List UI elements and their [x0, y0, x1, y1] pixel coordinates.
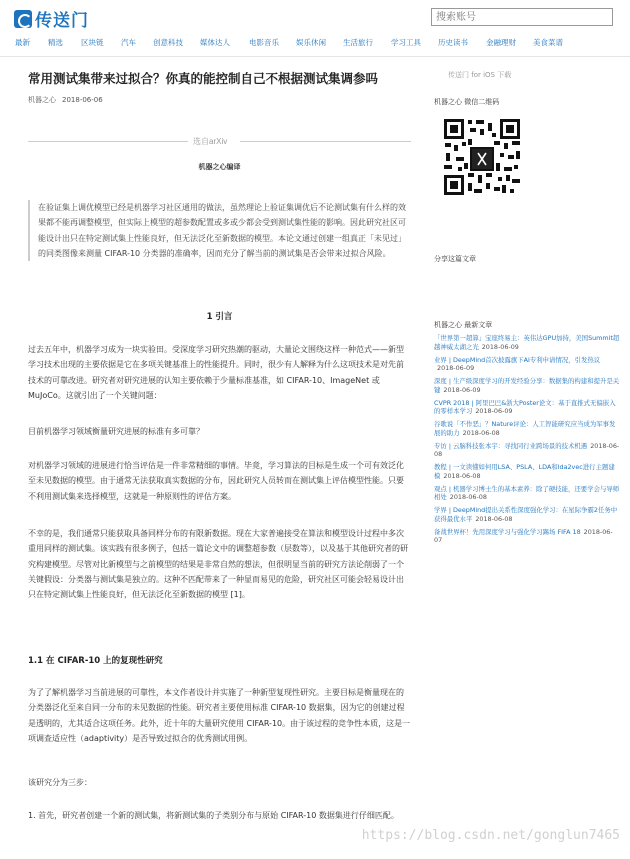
paragraph-5: 为了了解机器学习当前进展的可靠性，本文作者设计并实施了一种新型复现性研究。主要目标是衡量现在的分类器泛化至来自同一分布的未见数据的性能。研究者主要使用标准 CIFAR-10 数据集，因为它的创建过程是透明的，尤其适合这项任务。此外，近十年的大量研究使用 CIFAR-10。由于该过程的竞争性本质，这是一项调查适应性（adaptivity）是否导致过拟合的优秀测试用例。: [28, 688, 411, 743]
nav-item-media[interactable]: 媒体达人: [200, 38, 230, 47]
source-label: 选自arXiv: [193, 137, 228, 146]
latest-article-item[interactable]: [434, 399, 620, 421]
nav-item-featured[interactable]: 精选: [48, 38, 63, 47]
latest-article-date: 2018-06-08: [475, 514, 513, 523]
latest-article-title: 业界 | DeepMind首次披露旗下AI专利申请情况，引发热议: [434, 355, 601, 364]
paragraph-1: 过去五年中，机器学习成为一块实验田。受深度学习研究热潮的驱动，大量论文围绕这样一种范式——新型学习技术出现的主要依据是它在多项关键基准上的性能提升。同时，很少有人解释为什么这项技术是对先前技术的可靠改进。研究者对研究进展的认知主要依赖于少量标准基准，如 CIFAR-10、ImageNet 或 MuJoCo。这就引出了一个关键问题：: [28, 345, 404, 400]
latest-article-title: 备战世界杯！先用深度学习与强化学习踢场 FIFA 18: [434, 527, 581, 536]
section-heading-intro: 1 引言: [206, 312, 233, 322]
latest-article-date: 2018-06-09: [475, 407, 513, 416]
latest-article-title: 教程 | 一文读懂如何用LSA、PSLA、LDA和lda2vec进行主题建模: [434, 463, 615, 480]
paragraph-6: 该研究分为三步：: [28, 778, 92, 787]
latest-article-item[interactable]: [434, 420, 620, 442]
latest-article-date: 2018-06-08: [449, 493, 487, 502]
paragraph-4: 不幸的是，我们通常只能获取具备同样分布的有限新数据。现在大家普遍接受在算法和模型设计过程中多次重用同样的测试集。该实践有很多例子，包括一篇论文中的调整超参数（层数等），以及基于其他研究者的研究构建模型。尽管对比新模型与之前模型的结果是非常自然的想法，但很明显当前的研究方法论削弱了一个关键假设：分类器与测试集是独立的。这种不匹配带来了一种显而易见的危险，研究社区可能会轻易设计出只在特定测试集上性能良好，但无法泛化至新数据的模型 [1]。: [28, 529, 408, 600]
latest-article-item[interactable]: [434, 528, 620, 550]
qr-code-icon: [442, 117, 522, 197]
site-logo[interactable]: [14, 6, 89, 31]
latest-articles-list: [434, 334, 620, 549]
latest-article-item[interactable]: [434, 506, 620, 528]
latest-article-item[interactable]: [434, 463, 620, 485]
latest-article-title: 观点 | 机器学习博士生的基本素养：除了硬技能，还要学会与导师相处: [434, 484, 620, 502]
latest-article-item[interactable]: [434, 377, 620, 399]
share-label[interactable]: 分享这篇文章: [434, 255, 476, 263]
latest-article-date: 2018-06-08: [434, 441, 620, 459]
paragraph-3: 对机器学习领域的进展进行恰当评估是一件非常精细的事情。毕竟，学习算法的目标是生成一个可有效泛化至未见数据的模型。由于通常无法获取真实数据的分布，因此研究人员转而在测试集上评估模型性能。只要不利用测试集来选择模型，这就是一种原则性的评估方案。: [28, 461, 404, 501]
nav-item-tech[interactable]: 创意科技: [153, 38, 183, 47]
latest-article-date: 2018-06-07: [434, 527, 613, 545]
source-divider-left: [28, 141, 188, 142]
qr-title: 机器之心 微信二维码: [434, 98, 500, 106]
nav-item-blockchain[interactable]: 区块链: [81, 38, 104, 47]
latest-article-title: 深度 | 生产级深度学习的开发经验分享：数据集的构建和提升是关键: [434, 377, 620, 394]
source-divider-right: [240, 141, 411, 142]
latest-article-date: 2018-06-09: [481, 342, 519, 351]
nav-divider: [0, 56, 630, 57]
nav-item-leisure[interactable]: 娱乐休闲: [296, 38, 326, 47]
nav-item-food[interactable]: 美食菜谱: [533, 38, 563, 47]
latest-article-date: 2018-06-08: [462, 428, 500, 437]
logo-icon: [14, 10, 32, 28]
latest-articles-title: 机器之心 最新文章: [434, 321, 493, 329]
article-abstract: 在验证集上调优模型已经是机器学习社区通用的做法，虽然理论上验证集调优后不论测试集有什么样的效果都不能再调整模型，但实际上模型的超参数配置或多或少都会受到测试集性能的影响。因此研究社区可能设计出只在特定测试集上性能良好，但无法泛化至新数据的模型。本论文通过创建一组真正「未见过」的同类图像来测量 CIFAR-10 分类器的准确率，因而充分了解当前的测试集是否会带来过拟合风险。: [28, 200, 411, 261]
article-date: 2018-06-06: [62, 96, 103, 104]
latest-article-item[interactable]: [434, 485, 620, 507]
latest-article-title: 专访 | 云脑科技张本宇：寻找同行业跨场景的技术机遇: [434, 441, 588, 450]
latest-article-title: CVPR 2018 | 阿里巴巴&浙大Poster论文：基于直推式无偏嵌入的零样本学习: [434, 398, 616, 416]
section-heading-cifar: 1.1 在 CIFAR-10 上的复现性研究: [28, 656, 163, 666]
paragraph-2: 目前机器学习领域衡量研究进展的标准有多可靠？: [28, 427, 204, 436]
nav-item-movies[interactable]: 电影音乐: [249, 38, 279, 47]
latest-article-item[interactable]: [434, 334, 620, 356]
nav-item-tools[interactable]: 学习工具: [391, 38, 421, 47]
article-meta: [28, 95, 411, 105]
article-author[interactable]: 机器之心: [28, 96, 56, 104]
csdn-watermark: https://blog.csdn.net/gonglun7465: [361, 828, 620, 843]
latest-article-item[interactable]: [434, 442, 620, 464]
article-source: [28, 136, 411, 146]
search-input[interactable]: [431, 8, 613, 26]
nav-item-finance[interactable]: 金融理财: [486, 38, 516, 47]
nav-item-travel[interactable]: 生活旅行: [343, 38, 373, 47]
nav-item-latest[interactable]: 最新: [15, 38, 30, 47]
editor-label: 机器之心编译: [198, 163, 241, 171]
article: [28, 70, 411, 820]
article-title: 常用测试集带来过拟合？你真的能控制自己不根据测试集调参吗: [28, 71, 379, 86]
latest-article-title: 谷歌说「不作恶」？Nature评论：人工智能研究应当成为军事发展的助力: [434, 420, 616, 437]
nav-item-history[interactable]: 历史读书: [438, 38, 468, 47]
logo-text: 传送门: [35, 11, 89, 31]
latest-article-date: 2018-06-09: [443, 385, 481, 394]
latest-article-item[interactable]: [434, 356, 620, 378]
top-bar: [0, 0, 630, 34]
ios-download-link[interactable]: 传送门 for iOS 下载: [448, 71, 512, 79]
category-nav: [0, 37, 630, 51]
latest-article-title: 学界 | DeepMind提出关系性深度强化学习：在星际争霸2任务中获得最优水平: [434, 506, 618, 523]
nav-item-auto[interactable]: 汽车: [121, 38, 136, 47]
latest-article-title: 「世界第一超算」宝座终易主：英伟达GPU加持，美国Summit超越神威太湖之光: [434, 334, 620, 351]
latest-article-date: 2018-06-09: [437, 364, 475, 373]
latest-article-date: 2018-06-08: [443, 471, 481, 480]
paragraph-7: 1. 首先，研究者创建一个新的测试集，将新测试集的子类别分布与原始 CIFAR-10 数据集进行仔细匹配。: [28, 811, 399, 820]
